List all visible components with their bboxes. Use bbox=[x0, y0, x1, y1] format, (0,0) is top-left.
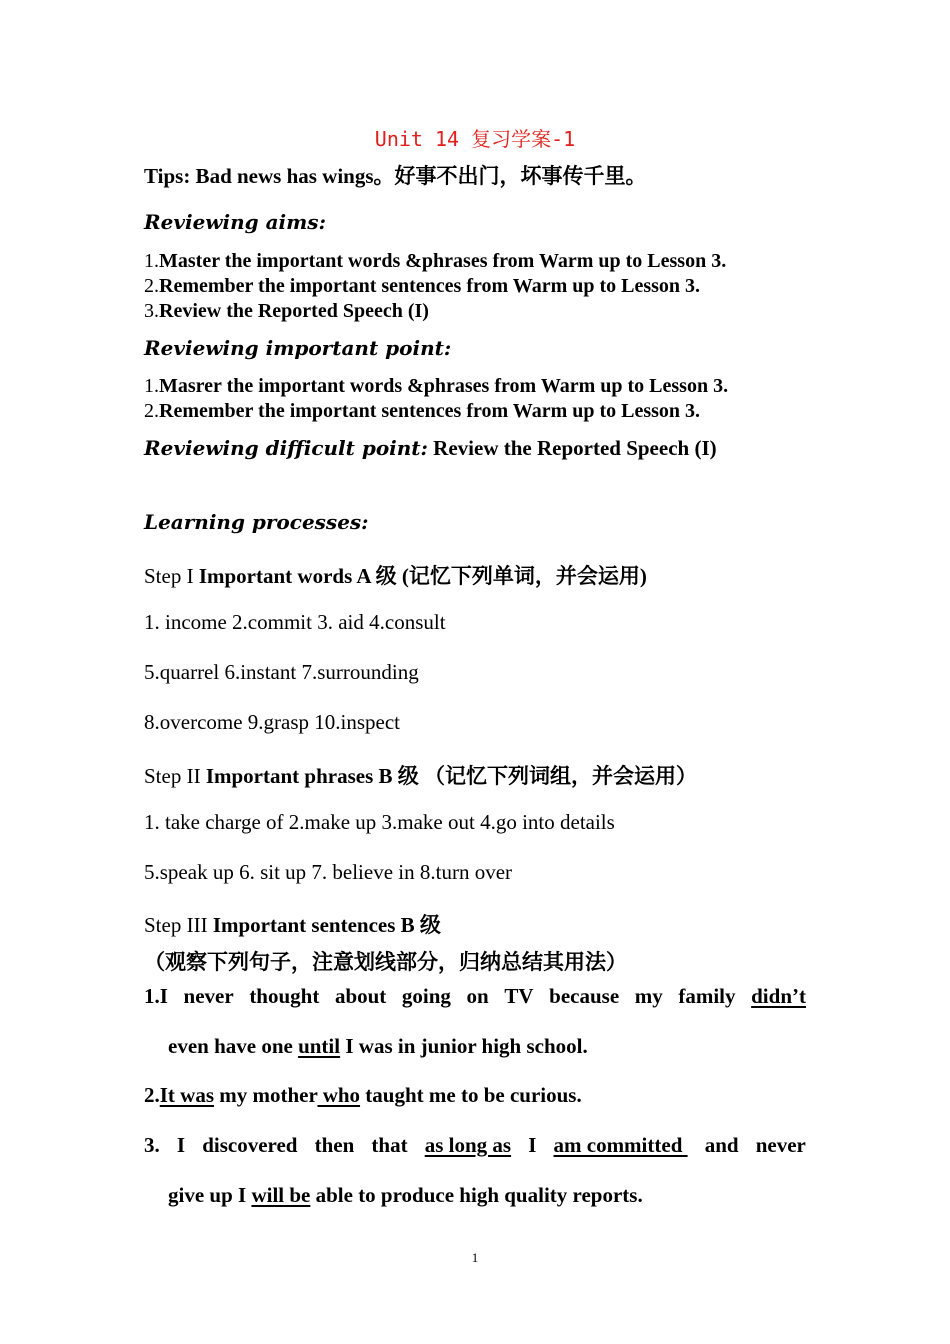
step-1-heading: Step I Important words A 级 (记忆下列单词，并会运用) bbox=[144, 564, 647, 588]
step-2-heading: Step II Important phrases B 级 （记忆下列词组，并会运用） bbox=[144, 764, 698, 788]
sentence-3-line-1: 3. I discovered then that as long as I am committed and never bbox=[144, 1133, 806, 1157]
word-row-3: 8.overcome 9.grasp 10.inspect bbox=[144, 710, 401, 734]
important-point-heading: Reviewing important point: bbox=[144, 336, 452, 360]
page-number: 1 bbox=[471, 1250, 479, 1265]
difficult-point-line bbox=[144, 436, 717, 461]
sentence-3-line-2: give up I will be able to produce high quality reports. bbox=[168, 1183, 643, 1207]
sentence-1-line-2: even have one until I was in junior high school. bbox=[168, 1034, 588, 1058]
step-3-note: （观察下列句子，注意划线部分，归纳总结其用法） bbox=[144, 950, 627, 974]
step-3-heading: Step III Important sentences B 级 bbox=[144, 913, 441, 937]
aim-item-3: 3.Review the Reported Speech (I) bbox=[144, 300, 429, 322]
aim-item-1: 1.Master the important words &phrases from Warm up to Lesson 3. bbox=[144, 250, 727, 272]
word-row-2: 5.quarrel 6.instant 7.surrounding bbox=[144, 660, 419, 684]
difficult-point-heading: Reviewing difficult point: bbox=[144, 436, 428, 460]
important-item-2: 2.Remember the important sentences from Warm up to Lesson 3. bbox=[144, 400, 701, 422]
sentence-2: 2.It was my mother who taught me to be curious. bbox=[144, 1083, 582, 1107]
tips-line: Tips: Bad news has wings。好事不出门，坏事传千里。 bbox=[144, 164, 647, 188]
aim-item-2: 2.Remember the important sentences from Warm up to Lesson 3. bbox=[144, 275, 701, 297]
aims-heading: Reviewing aims: bbox=[144, 210, 326, 234]
sentence-1-line-1: 1.I never thought about going on TV because my family didn’t bbox=[144, 984, 806, 1008]
difficult-point-text: Review the Reported Speech (I) bbox=[427, 436, 717, 460]
word-row-1: 1. income 2.commit 3. aid 4.consult bbox=[144, 610, 446, 634]
document-title: Unit 14 复习学案-1 bbox=[374, 127, 576, 151]
learning-processes-heading: Learning processes: bbox=[144, 510, 369, 534]
important-item-1: 1.Masrer the important words &phrases from Warm up to Lesson 3. bbox=[144, 375, 729, 397]
phrase-row-1: 1. take charge of 2.make up 3.make out 4.go into details bbox=[144, 810, 615, 834]
phrase-row-2: 5.speak up 6. sit up 7. believe in 8.turn over bbox=[144, 860, 513, 884]
